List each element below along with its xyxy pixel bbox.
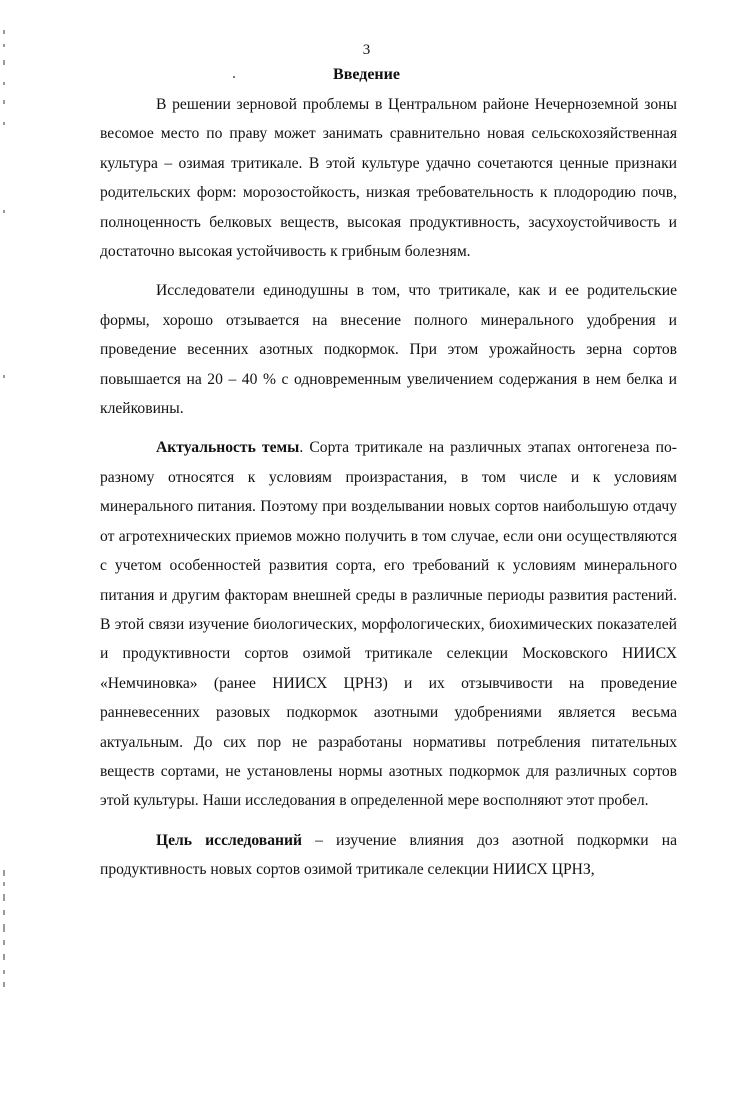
relevance-text: . Сорта тритикале на различных этапах онтогенеза по-разному относятся к условиям произрастания, в том числе и к условиям минерального питания. Поэтому при возделывании новых сортов наибольшую отдачу от агротехнических приемов можно получить в том случае, если они осуществляются с учетом особенностей развития сорта, его требований к условиям минерального питания и другим факторам внешней среды в различные периоды развития растений. В этой связи изучение биологических, морфологических, биохимических показателей и продуктивности сортов озимой тритикале селекции Московского НИИСХ «Немчиновка» (ранее НИИСХ ЦРНЗ) и их отзывчивости на проведение ранневесенних разовых подкормок азотными удобрениями является весьма актуальным. До сих пор не разработаны нормативы потребления питательных веществ сортами, не установлены нормы азотных подкормок для различных сортов этой культуры. Наши исследования в определенной мере восполняют этот пробел.: [100, 439, 677, 810]
body-text: [100, 90, 677, 885]
paragraph-relevance: [100, 433, 677, 815]
scan-edge-marks-bottom: [3, 870, 6, 1000]
paragraph-researchers: Исследователи единодушны в том, что тритикале, как и ее родительские формы, хорошо отзывается на внесение полного минерального удобрения и проведение весенних азотных подкормок. При этом урожайность зерна сортов повышается на 20 – 40 % с одновременным увеличением содержания в нем белка и клейковины.: [100, 282, 677, 418]
paragraph-intro: В решении зерновой проблемы в Центральном районе Нечерноземной зоны весомое место по праву может занимать сравнительно новая сельскохозяйственная культура – озимая тритикале. В этой культуре удачно сочетаются ценные признаки родительских форм: морозостойкость, низкая требовательность к плодородию почв, полноценность белковых веществ, высокая продуктивность, засухоустойчивость и достаточно высокая устойчивость к грибным болезням.: [100, 96, 677, 261]
goal-lead: Цель исследований: [156, 831, 302, 849]
scan-edge-marks-middle: [3, 210, 6, 390]
section-heading: Введение: [333, 66, 400, 83]
goal-text: – изучение влияния доз азотной подкормки на продуктивность новых сортов озимой тритикале селекции НИИСХ ЦРНЗ,: [100, 831, 677, 879]
paragraph-goal: [100, 826, 677, 885]
page-number: 3: [362, 42, 371, 58]
relevance-lead: Актуальность темы: [156, 439, 300, 457]
